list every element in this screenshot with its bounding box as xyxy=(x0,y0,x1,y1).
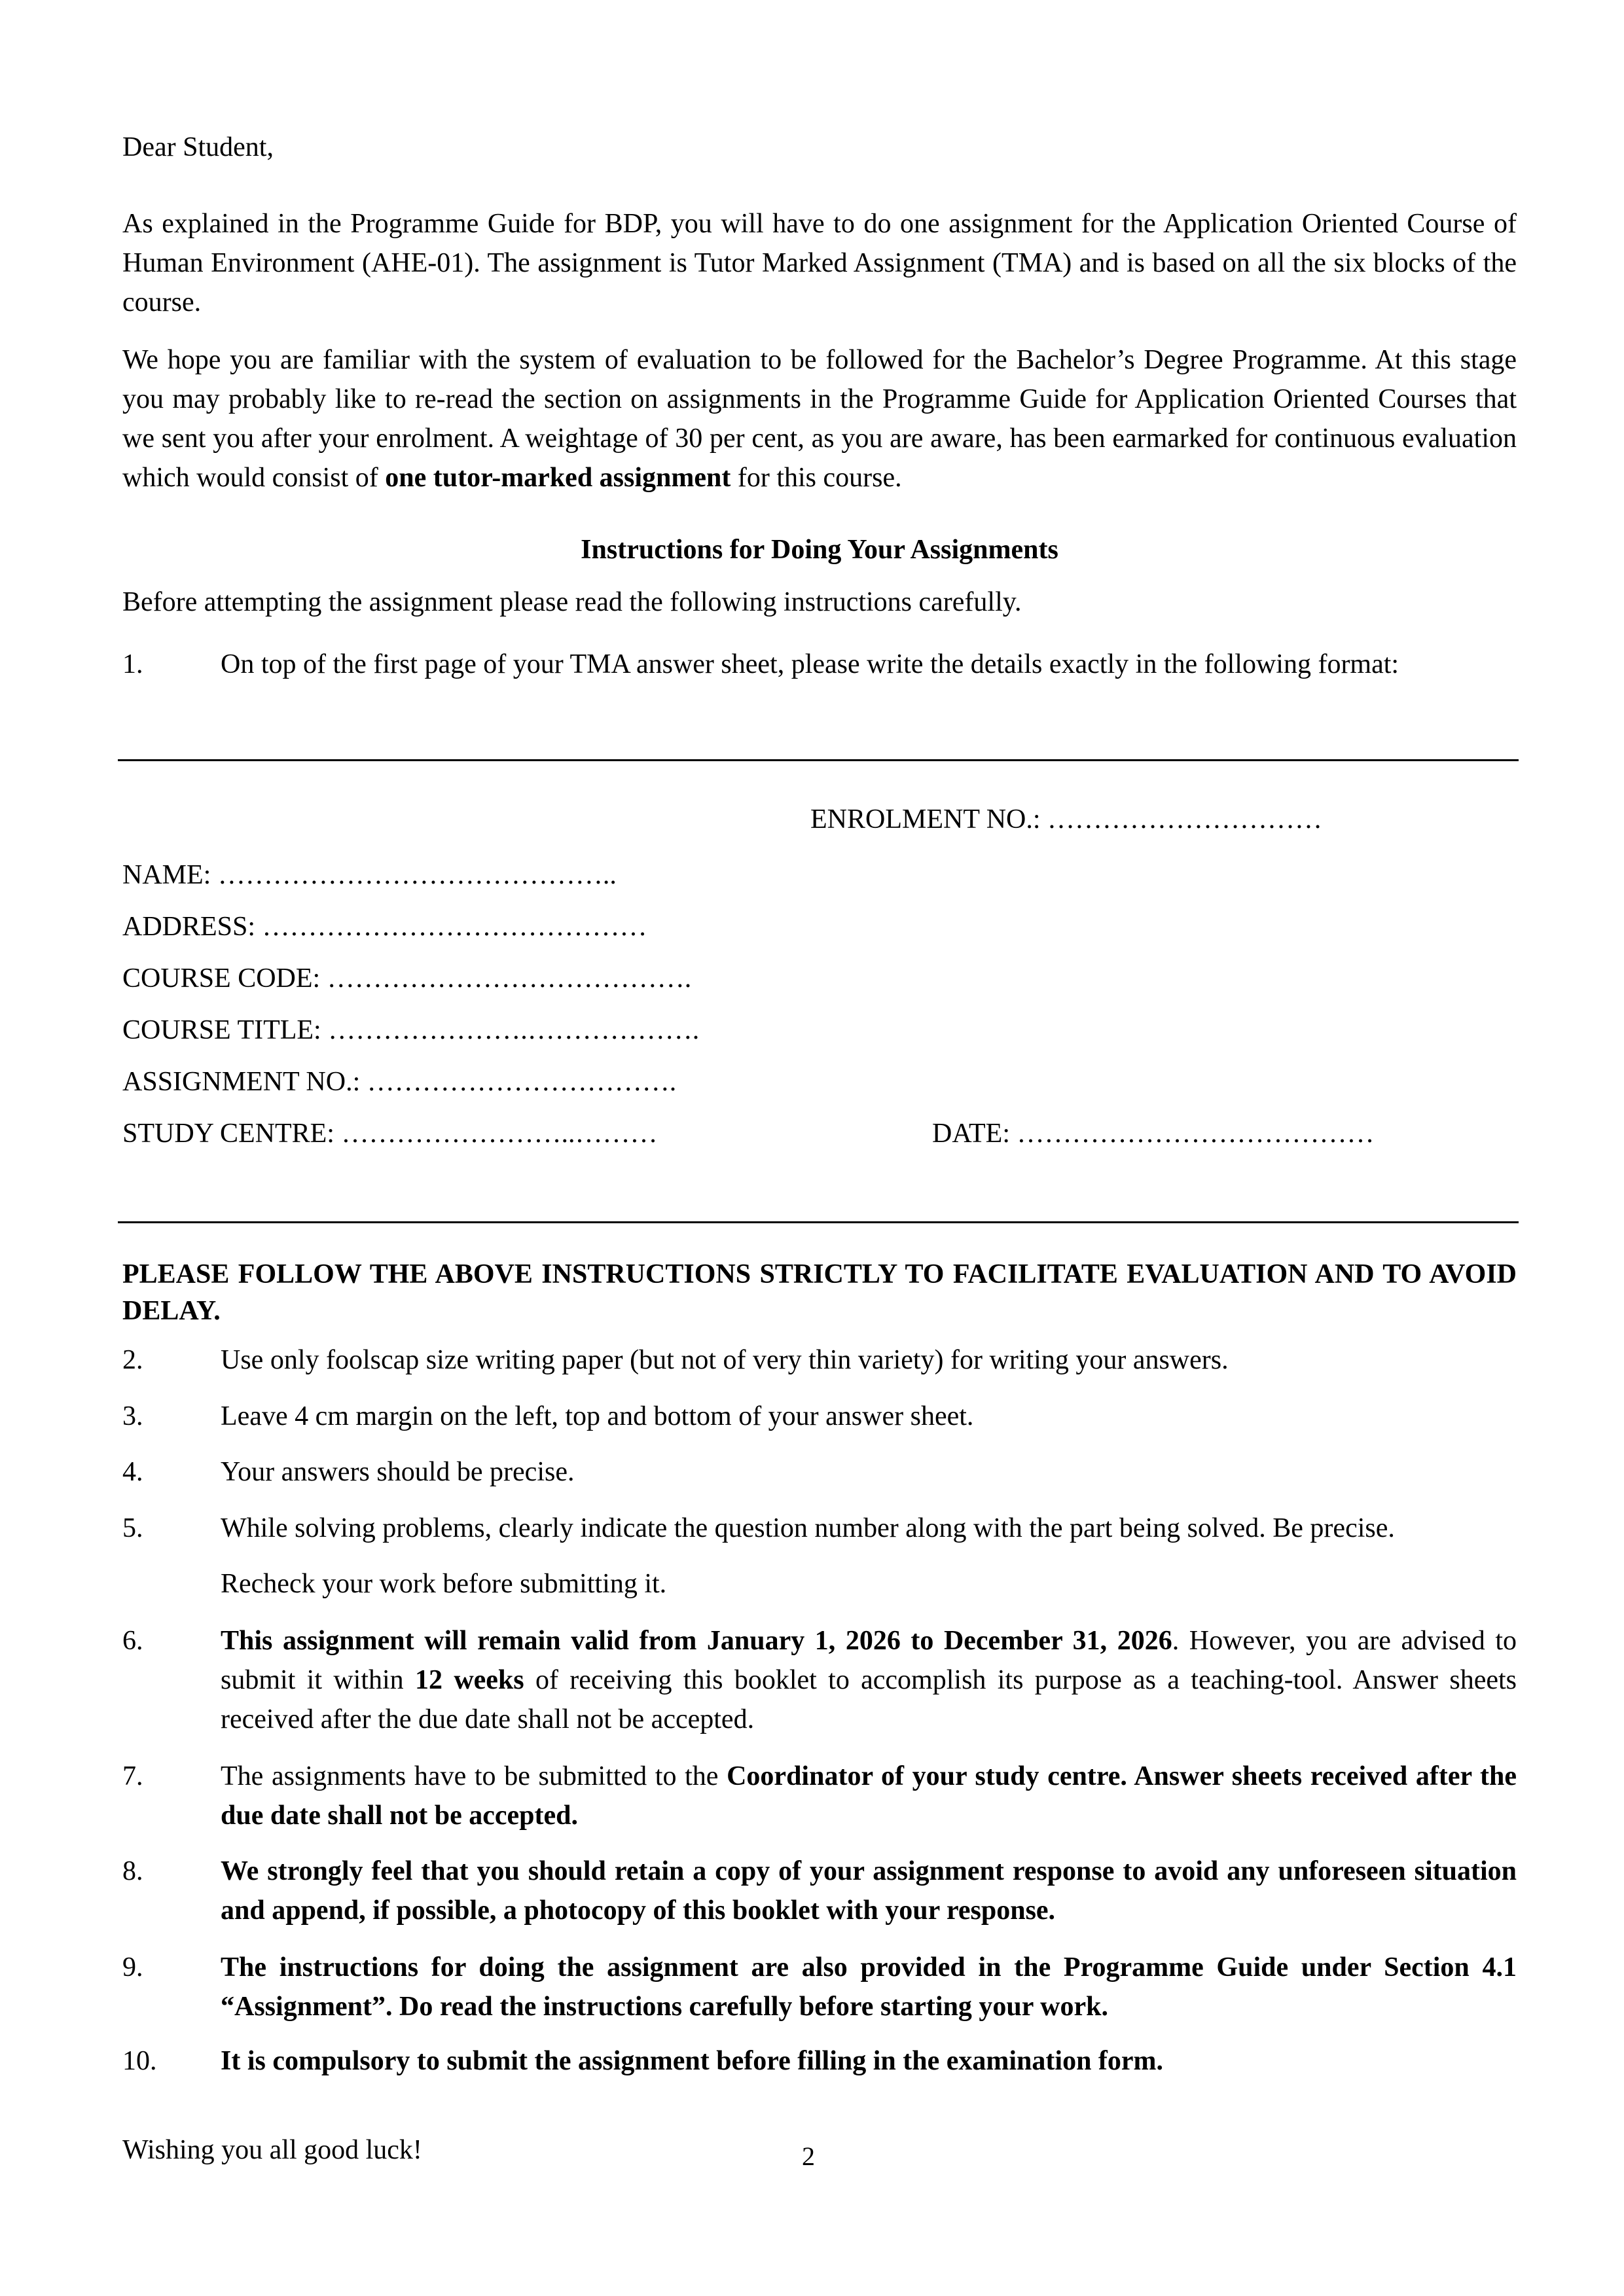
item-7-text xyxy=(221,1757,1517,1835)
intro-paragraph-1: As explained in the Programme Guide for BDP, you will have to do one assignment for the Application Oriented Course of Human Environment (AHE-01). The assignment is Tutor Marked Assignment (TMA) and is based on all the six blocks of the course. xyxy=(122,209,1517,317)
enrolment-field: ENROLMENT NO.: ………………………… xyxy=(810,804,1323,834)
item-9-text: The instructions for doing the assignment are also provided in the Programme Guide under Section 4.1 “Assignment”. Do read the instructions carefully before starting your work. xyxy=(221,1952,1517,2022)
item-2-number: 2. xyxy=(122,1345,143,1375)
item-1-number: 1. xyxy=(122,649,143,679)
item-5-text: While solving problems, clearly indicate the question number along with the part being solved. Be precise. xyxy=(221,1513,1395,1543)
assignment-no-field: ASSIGNMENT NO.: ……………………………. xyxy=(122,1067,677,1097)
item-8-text: We strongly feel that you should retain a copy of your assignment response to avoid any unforeseen situation and append, if possible, a photocopy of this booklet with your response. xyxy=(221,1856,1517,1926)
closing-text: Wishing you all good luck! xyxy=(122,2135,422,2165)
item-6-text-2: of receiving this booklet to accomplish its purpose as a teaching-tool. Answer sheets received after the due date shall not be accepted. xyxy=(221,1665,1517,1734)
item-3-text: Leave 4 cm margin on the left, top and bottom of your answer sheet. xyxy=(221,1401,974,1431)
item-6-text-1: . However, you are advised to submit it within xyxy=(221,1626,1517,1695)
address-field: ADDRESS: …………………………………… xyxy=(122,912,647,942)
item-7-number: 7. xyxy=(122,1761,143,1791)
item-5-number: 5. xyxy=(122,1513,143,1543)
item-6-text xyxy=(221,1621,1517,1739)
item-10-number: 10. xyxy=(122,2046,157,2076)
intro-p2-end: for this course. xyxy=(731,463,902,493)
intro-p2-bold: one tutor-marked assignment xyxy=(385,463,731,493)
item-7-bold: Coordinator of your study centre. Answer sheets received after the due date shall not be accepted. xyxy=(221,1761,1517,1831)
course-code-field: COURSE CODE: …………………………………. xyxy=(122,963,692,994)
item-7-text-1: The assignments have to be submitted to the xyxy=(221,1761,727,1791)
item-4-text: Your answers should be precise. xyxy=(221,1457,575,1487)
instructions-heading: Instructions for Doing Your Assignments xyxy=(581,535,1058,565)
intro-paragraph-2 xyxy=(122,340,1517,497)
form-top-rule xyxy=(118,759,1519,761)
item-9-number: 9. xyxy=(122,1952,143,1982)
warning-text: PLEASE FOLLOW THE ABOVE INSTRUCTIONS STRICTLY TO FACILITATE EVALUATION AND TO AVOID DELAY. xyxy=(122,1259,1517,1326)
study-centre-field: STUDY CENTRE: ……………………..……… xyxy=(122,1119,658,1149)
course-title-field: COURSE TITLE: ………………….………………. xyxy=(122,1015,700,1045)
name-field: NAME: …………………………………….. xyxy=(122,860,617,890)
intro-p2-text: We hope you are familiar with the system of evaluation to be followed for the Bachelor’s Degree Programme. At this stage you may probably like to re-read the section on assignments in the Programme Guide for Application Oriented Courses that we sent you after your enrolment. A weightage of 30 per cent, as you are aware, has been earmarked for continuous evaluation which would consist of xyxy=(122,345,1517,493)
item-6-validity: This assignment will remain valid from January 1, 2026 to December 31, 2026 xyxy=(221,1626,1172,1656)
item-5-text-2: Recheck your work before submitting it. xyxy=(221,1569,667,1599)
instructions-lead: Before attempting the assignment please read the following instructions carefully. xyxy=(122,587,1022,617)
item-6-weeks: 12 weeks xyxy=(415,1665,524,1695)
item-8-number: 8. xyxy=(122,1856,143,1886)
page-number: 2 xyxy=(802,2142,815,2171)
item-10-text: It is compulsory to submit the assignment before filling in the examination form. xyxy=(221,2046,1164,2076)
date-field: DATE: ………………………………… xyxy=(932,1119,1375,1149)
item-4-number: 4. xyxy=(122,1457,143,1487)
form-bottom-rule xyxy=(118,1221,1519,1223)
item-2-text: Use only foolscap size writing paper (but not of very thin variety) for writing your answers. xyxy=(221,1345,1229,1375)
item-3-number: 3. xyxy=(122,1401,143,1431)
salutation: Dear Student, xyxy=(122,132,274,162)
item-1-text: On top of the first page of your TMA answer sheet, please write the details exactly in the following format: xyxy=(221,649,1399,679)
item-6-number: 6. xyxy=(122,1626,143,1656)
